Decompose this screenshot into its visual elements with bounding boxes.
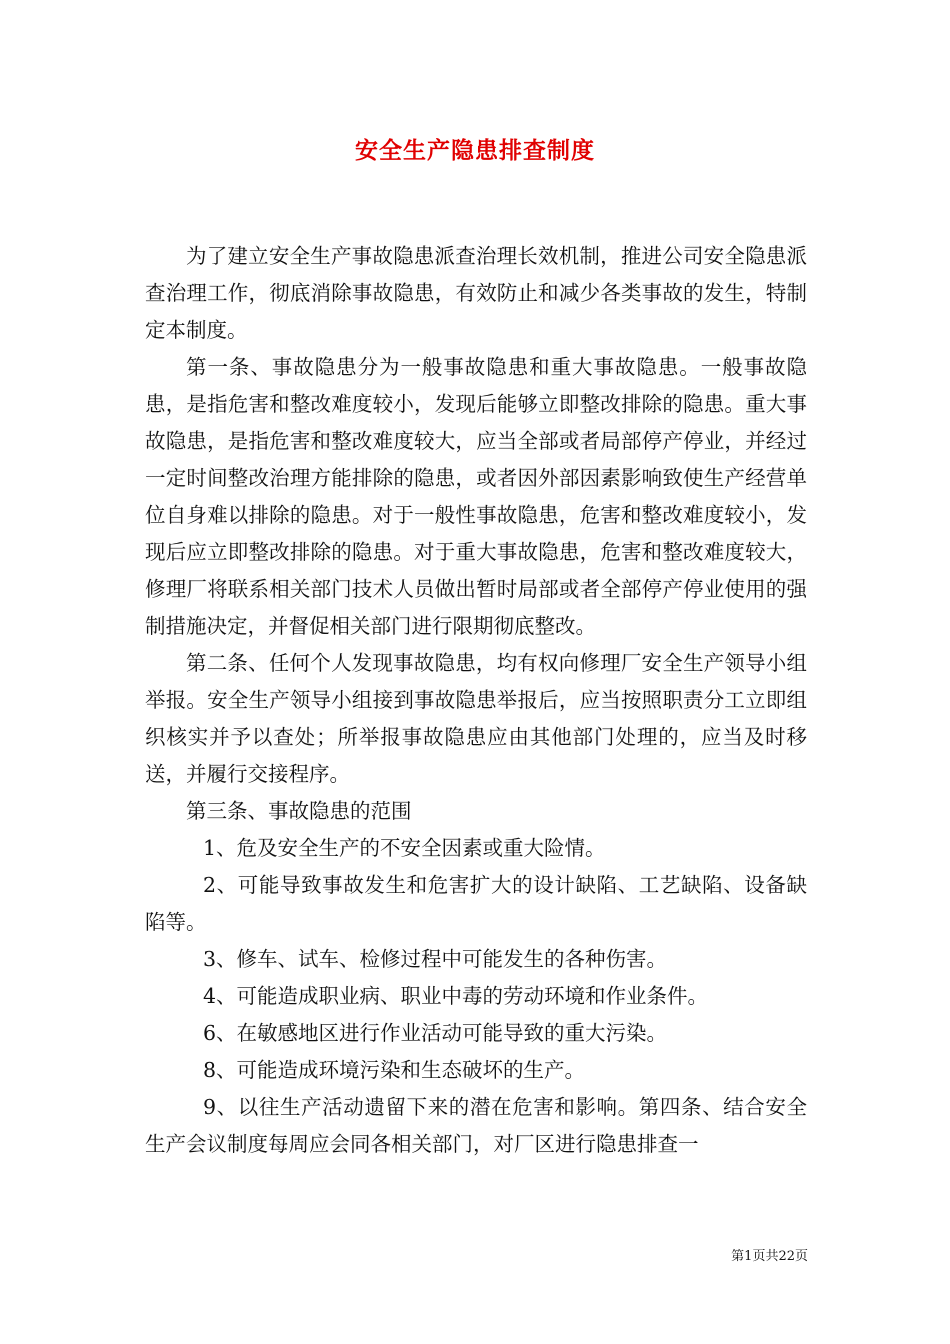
list-item: 9、以往生产活动遗留下来的潜在危害和影响。第四条、结合安全生产会议制度每周应会同各相关部门，对厂区进行隐患排查一 <box>145 1095 807 1156</box>
paragraph-intro: 为了建立安全生产事故隐患派查治理长效机制，推进公司安全隐患派查治理工作，彻底消除事故隐患，有效防止和减少各类事故的发生，特制定本制度。 <box>145 244 807 342</box>
document-body <box>145 238 807 1163</box>
document-title: 安全生产隐患排查制度 <box>355 137 595 164</box>
paragraph-article-2: 第二条、任何个人发现事故隐患，均有权向修理厂安全生产领导小组举报。安全生产领导小组接到事故隐患举报后，应当按照职责分工立即组织核实并予以查处；所举报事故隐患应由其他部门处理的，应当及时移送，并履行交接程序。 <box>145 651 807 786</box>
paragraph-article-1: 第一条、事故隐患分为一般事故隐患和重大事故隐患。一般事故隐患，是指危害和整改难度较小，发现后能够立即整改排除的隐患。重大事故隐患，是指危害和整改难度较大，应当全部或者局部停产停业，并经过一定时间整改治理方能排除的隐患，或者因外部因素影响致使生产经营单位自身难以排除的隐患。对于一般性事故隐患，危害和整改难度较小，发现后应立即整改排除的隐患。对于重大事故隐患，危害和整改难度较大，修理厂将联系相关部门技术人员做出暂时局部或者全部停产停业使用的强制措施决定，并督促相关部门进行限期彻底整改。 <box>145 355 807 638</box>
page-number: 第1页共22页 <box>731 1249 808 1264</box>
paragraph-article-3-heading: 第三条、事故隐患的范围 <box>186 799 412 823</box>
list-item: 1、危及安全生产的不安全因素或重大险情。 <box>203 836 606 860</box>
list-item: 4、可能造成职业病、职业中毒的劳动环境和作业条件。 <box>203 984 709 1008</box>
list-item: 3、修车、试车、检修过程中可能发生的各种伤害。 <box>203 947 668 971</box>
list-item: 2、可能导致事故发生和危害扩大的设计缺陷、工艺缺陷、设备缺陷等。 <box>145 873 807 934</box>
list-item: 8、可能造成环境污染和生态破坏的生产。 <box>203 1058 586 1082</box>
list-item: 6、在敏感地区进行作业活动可能导致的重大污染。 <box>203 1021 668 1045</box>
